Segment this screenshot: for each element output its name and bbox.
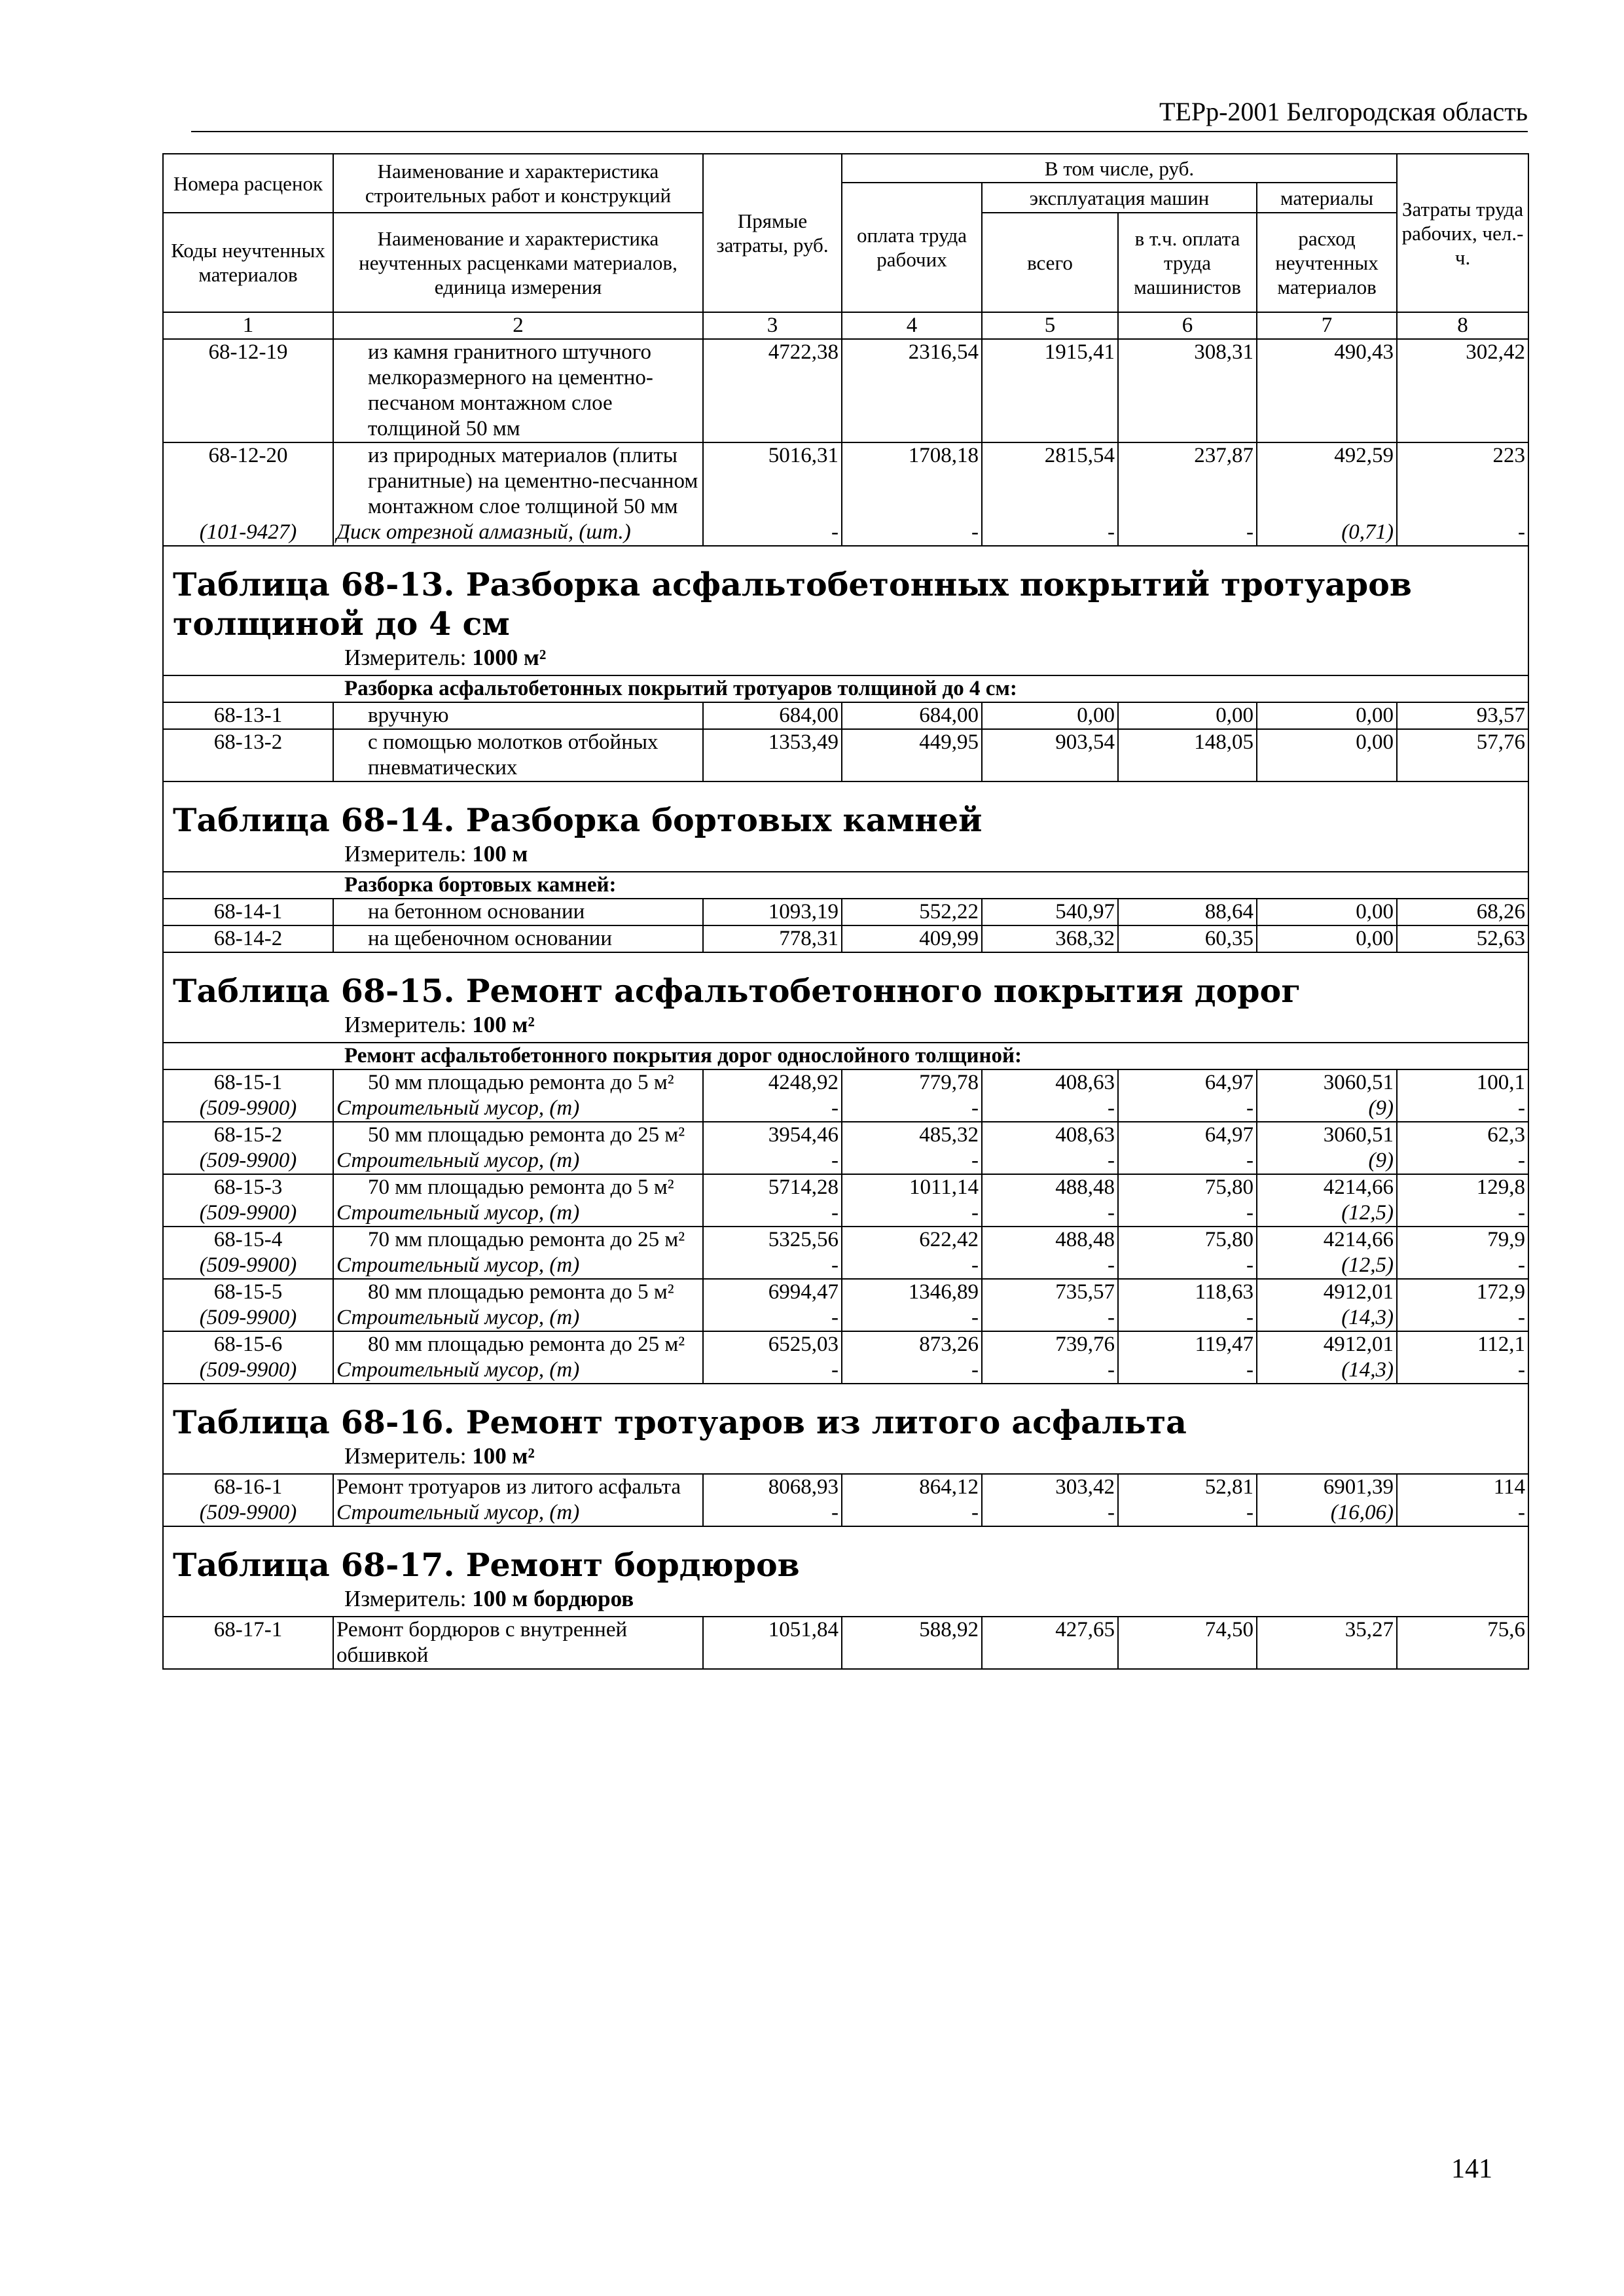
table-title-row — [163, 1384, 1528, 1442]
wages: - — [842, 1096, 982, 1122]
table-row — [163, 1279, 1528, 1305]
measure-value: 100 м бордюров — [472, 1586, 634, 1611]
rate-code: 68-15-6 — [163, 1331, 333, 1357]
labor-hours: 93,57 — [1397, 702, 1528, 729]
measure-cell — [163, 643, 1528, 675]
machines-total: - — [982, 1357, 1118, 1384]
machines-total: 1915,41 — [982, 339, 1118, 442]
table-row — [163, 702, 1528, 729]
direct-costs: 6994,47 — [703, 1279, 842, 1305]
work-name: 50 мм площадью ремонта до 5 м² — [333, 1069, 703, 1096]
direct-costs: - — [703, 1096, 842, 1122]
materials: 4214,66 — [1257, 1174, 1397, 1200]
materials: 0,00 — [1257, 925, 1397, 952]
labor-hours: 172,9 — [1397, 1279, 1528, 1305]
material-code: (509-9900) — [163, 1148, 333, 1174]
rate-code: 68-13-1 — [163, 702, 333, 729]
header-labor-hours: Затраты труда рабочих, чел.-ч. — [1397, 154, 1528, 312]
header-material-codes: Коды неучтенных материалов — [163, 213, 333, 312]
direct-costs: - — [703, 1305, 842, 1331]
direct-costs: 8068,93 — [703, 1474, 842, 1500]
direct-costs: 5325,56 — [703, 1227, 842, 1253]
table-title-row — [163, 952, 1528, 1011]
measure-label: Измеритель: — [344, 841, 467, 867]
materials: (9) — [1257, 1148, 1397, 1174]
direct-costs: 6525,03 — [703, 1331, 842, 1357]
direct-costs: - — [703, 1357, 842, 1384]
materials: (12,5) — [1257, 1253, 1397, 1279]
wages: 409,99 — [842, 925, 982, 952]
table-row — [163, 1227, 1528, 1253]
material-code: (509-9900) — [163, 1500, 333, 1526]
materials: 4912,01 — [1257, 1331, 1397, 1357]
table-title: Таблица 68-15. Ремонт асфальтобетонного покрытия дорог — [173, 972, 1301, 1010]
table-row — [163, 1474, 1528, 1500]
operator-wages: - — [1118, 1148, 1257, 1174]
wages: - — [842, 1305, 982, 1331]
work-name: 50 мм площадью ремонта до 25 м² — [333, 1122, 703, 1148]
measure-cell — [163, 840, 1528, 872]
measure-row — [163, 840, 1528, 872]
direct-costs: - — [703, 520, 842, 546]
direct-costs: 4722,38 — [703, 339, 842, 442]
material-code: (509-9900) — [163, 1096, 333, 1122]
labor-hours: 57,76 — [1397, 729, 1528, 781]
operator-wages: 119,47 — [1118, 1331, 1257, 1357]
rate-code: 68-13-2 — [163, 729, 333, 781]
labor-hours: - — [1397, 520, 1528, 546]
direct-costs: - — [703, 1148, 842, 1174]
material-row — [163, 1253, 1528, 1279]
labor-hours: - — [1397, 1253, 1528, 1279]
table-title: Таблица 68-14. Разборка бортовых камней — [173, 801, 983, 839]
operator-wages: - — [1118, 1253, 1257, 1279]
measure-row — [163, 1585, 1528, 1617]
materials: (14,3) — [1257, 1305, 1397, 1331]
measure-value: 100 м² — [472, 1443, 535, 1469]
material-name: Строительный мусор, (т) — [333, 1148, 703, 1174]
wages: - — [842, 1500, 982, 1526]
materials: 35,27 — [1257, 1617, 1397, 1669]
operator-wages: 74,50 — [1118, 1617, 1257, 1669]
direct-costs: - — [703, 1253, 842, 1279]
measure-cell — [163, 1585, 1528, 1617]
materials: 490,43 — [1257, 339, 1397, 442]
materials: 0,00 — [1257, 702, 1397, 729]
operator-wages: 88,64 — [1118, 899, 1257, 925]
machines-total: - — [982, 1253, 1118, 1279]
table-title: Таблица 68-16. Ремонт тротуаров из литого асфальта — [173, 1403, 1187, 1441]
material-code: (509-9900) — [163, 1200, 333, 1227]
direct-costs: 684,00 — [703, 702, 842, 729]
wages: 779,78 — [842, 1069, 982, 1096]
operator-wages: 75,80 — [1118, 1227, 1257, 1253]
machines-total: 408,63 — [982, 1122, 1118, 1148]
rate-code: 68-15-2 — [163, 1122, 333, 1148]
section-heading: Разборка бортовых камней: — [163, 872, 1528, 899]
labor-hours: 52,63 — [1397, 925, 1528, 952]
column-number: 4 — [842, 312, 982, 339]
section-heading: Ремонт асфальтобетонного покрытия дорог однослойного толщиной: — [163, 1043, 1528, 1069]
work-name: из природных материалов (плиты гранитные) на цементно-песчанном монтажном слое толщиной 50 мм — [333, 442, 703, 520]
material-row — [163, 520, 1528, 546]
header-direct-costs: Прямые затраты, руб. — [703, 154, 842, 312]
column-number: 2 — [333, 312, 703, 339]
table-title-cell — [163, 781, 1528, 840]
material-code: (509-9900) — [163, 1253, 333, 1279]
materials: 0,00 — [1257, 899, 1397, 925]
header-title: ТЕРр-2001 Белгородская область — [1159, 97, 1528, 126]
materials: (0,71) — [1257, 520, 1397, 546]
machines-total: 540,97 — [982, 899, 1118, 925]
direct-costs: 1051,84 — [703, 1617, 842, 1669]
measure-cell — [163, 1011, 1528, 1043]
materials: 3060,51 — [1257, 1122, 1397, 1148]
operator-wages: - — [1118, 1096, 1257, 1122]
materials: 492,59 — [1257, 442, 1397, 520]
operator-wages: - — [1118, 1305, 1257, 1331]
header-group: В том числе, руб. — [842, 154, 1397, 183]
material-row — [163, 1305, 1528, 1331]
direct-costs: 3954,46 — [703, 1122, 842, 1148]
machines-total: - — [982, 1096, 1118, 1122]
work-name: на щебеночном основании — [333, 925, 703, 952]
material-row — [163, 1500, 1528, 1526]
machines-total: - — [982, 1305, 1118, 1331]
machines-total: - — [982, 1500, 1118, 1526]
wages: 449,95 — [842, 729, 982, 781]
page-number: 141 — [1451, 2154, 1492, 2184]
column-number: 6 — [1118, 312, 1257, 339]
machines-total: 903,54 — [982, 729, 1118, 781]
labor-hours: 302,42 — [1397, 339, 1528, 442]
section-row — [163, 675, 1528, 702]
operator-wages: 75,80 — [1118, 1174, 1257, 1200]
machines-total: 735,57 — [982, 1279, 1118, 1305]
labor-hours: 114 — [1397, 1474, 1528, 1500]
price-table — [162, 153, 1529, 1670]
measure-row — [163, 643, 1528, 675]
operator-wages: 52,81 — [1118, 1474, 1257, 1500]
material-code: (509-9900) — [163, 1305, 333, 1331]
measure-value: 100 м — [472, 841, 528, 867]
labor-hours: 62,3 — [1397, 1122, 1528, 1148]
operator-wages: 64,97 — [1118, 1069, 1257, 1096]
labor-hours: 79,9 — [1397, 1227, 1528, 1253]
materials: (16,06) — [1257, 1500, 1397, 1526]
measure-value: 100 м² — [472, 1012, 535, 1037]
machines-total: - — [982, 1148, 1118, 1174]
materials: 6901,39 — [1257, 1474, 1397, 1500]
materials: 4912,01 — [1257, 1279, 1397, 1305]
header-operator-wages: в т.ч. оплата труда машинистов — [1118, 213, 1257, 312]
materials: (12,5) — [1257, 1200, 1397, 1227]
labor-hours: 100,1 — [1397, 1069, 1528, 1096]
measure-cell — [163, 1442, 1528, 1474]
work-name: 70 мм площадью ремонта до 5 м² — [333, 1174, 703, 1200]
work-name: с помощью молотков отбойных пневматических — [333, 729, 703, 781]
table-row — [163, 729, 1528, 781]
operator-wages: 60,35 — [1118, 925, 1257, 952]
column-numbers-row — [163, 312, 1528, 339]
table-row — [163, 1069, 1528, 1096]
labor-hours: 223 — [1397, 442, 1528, 520]
rate-code: 68-12-20 — [163, 442, 333, 520]
machines-total: 2815,54 — [982, 442, 1118, 520]
labor-hours: 75,6 — [1397, 1617, 1528, 1669]
work-name: вручную — [333, 702, 703, 729]
direct-costs: 1093,19 — [703, 899, 842, 925]
materials: (9) — [1257, 1096, 1397, 1122]
table-row — [163, 1331, 1528, 1357]
wages: 1346,89 — [842, 1279, 982, 1305]
wages: - — [842, 1148, 982, 1174]
header-wages: оплата труда рабочих — [842, 183, 982, 312]
table-title: Таблица 68-13. Разборка асфальтобетонных покрытий тротуаров толщиной до 4 см — [173, 565, 1412, 643]
wages: 2316,54 — [842, 339, 982, 442]
wages: 1011,14 — [842, 1174, 982, 1200]
table-title-cell — [163, 952, 1528, 1011]
work-name: 80 мм площадью ремонта до 25 м² — [333, 1331, 703, 1357]
direct-costs: 4248,92 — [703, 1069, 842, 1096]
machines-total: 488,48 — [982, 1174, 1118, 1200]
operator-wages: 0,00 — [1118, 702, 1257, 729]
measure-label: Измеритель: — [344, 1586, 467, 1611]
table-row — [163, 339, 1528, 442]
work-name: 70 мм площадью ремонта до 25 м² — [333, 1227, 703, 1253]
labor-hours: - — [1397, 1305, 1528, 1331]
work-name: 80 мм площадью ремонта до 5 м² — [333, 1279, 703, 1305]
machines-total: 739,76 — [982, 1331, 1118, 1357]
machines-total: 0,00 — [982, 702, 1118, 729]
header-material-name: Наименование и характеристика неучтенных расценками материалов, единица измерения — [333, 213, 703, 312]
operator-wages: - — [1118, 1200, 1257, 1227]
material-name: Строительный мусор, (т) — [333, 1096, 703, 1122]
measure-label: Измеритель: — [344, 1443, 467, 1469]
direct-costs: 778,31 — [703, 925, 842, 952]
direct-costs: - — [703, 1200, 842, 1227]
column-number: 5 — [982, 312, 1118, 339]
labor-hours: - — [1397, 1500, 1528, 1526]
operator-wages: 308,31 — [1118, 339, 1257, 442]
material-row — [163, 1096, 1528, 1122]
header-materials: материалы — [1257, 183, 1397, 213]
table-title-row — [163, 546, 1528, 643]
page-header — [191, 97, 1528, 132]
operator-wages: 118,63 — [1118, 1279, 1257, 1305]
wages: - — [842, 1253, 982, 1279]
material-name: Строительный мусор, (т) — [333, 1305, 703, 1331]
column-number: 3 — [703, 312, 842, 339]
wages: 864,12 — [842, 1474, 982, 1500]
section-heading: Разборка асфальтобетонных покрытий тротуаров толщиной до 4 см: — [163, 675, 1528, 702]
machines-total: 408,63 — [982, 1069, 1118, 1096]
labor-hours: 112,1 — [1397, 1331, 1528, 1357]
header-name: Наименование и характеристика строительных работ и конструкций — [333, 154, 703, 213]
labor-hours: - — [1397, 1200, 1528, 1227]
wages: 1708,18 — [842, 442, 982, 520]
wages: 588,92 — [842, 1617, 982, 1669]
material-name: Строительный мусор, (т) — [333, 1253, 703, 1279]
wages: 622,42 — [842, 1227, 982, 1253]
operator-wages: - — [1118, 1357, 1257, 1384]
work-name: Ремонт бордюров с внутренней обшивкой — [333, 1617, 703, 1669]
material-name: Диск отрезной алмазный, (шт.) — [333, 520, 703, 546]
table-title-cell — [163, 546, 1528, 643]
table-title-row — [163, 781, 1528, 840]
direct-costs: 5714,28 — [703, 1174, 842, 1200]
materials: (14,3) — [1257, 1357, 1397, 1384]
direct-costs: - — [703, 1500, 842, 1526]
machines-total: 427,65 — [982, 1617, 1118, 1669]
section-row — [163, 872, 1528, 899]
machines-total: - — [982, 1200, 1118, 1227]
operator-wages: - — [1118, 1500, 1257, 1526]
operator-wages: 64,97 — [1118, 1122, 1257, 1148]
table-row — [163, 1617, 1528, 1669]
operator-wages: 237,87 — [1118, 442, 1257, 520]
machines-total: 488,48 — [982, 1227, 1118, 1253]
rate-code: 68-14-1 — [163, 899, 333, 925]
wages: - — [842, 520, 982, 546]
wages: - — [842, 1357, 982, 1384]
header-unaccounted-materials: расход неучтенных материалов — [1257, 213, 1397, 312]
wages: 552,22 — [842, 899, 982, 925]
header-row — [163, 154, 1528, 183]
table-row — [163, 899, 1528, 925]
material-row — [163, 1148, 1528, 1174]
work-name: на бетонном основании — [333, 899, 703, 925]
rate-code: 68-15-3 — [163, 1174, 333, 1200]
rate-code: 68-16-1 — [163, 1474, 333, 1500]
machines-total: 368,32 — [982, 925, 1118, 952]
column-number: 1 — [163, 312, 333, 339]
rate-code: 68-15-4 — [163, 1227, 333, 1253]
machines-total: 303,42 — [982, 1474, 1118, 1500]
table-row — [163, 925, 1528, 952]
labor-hours: - — [1397, 1357, 1528, 1384]
labor-hours: - — [1397, 1096, 1528, 1122]
table-title-row — [163, 1526, 1528, 1585]
table-title-cell — [163, 1526, 1528, 1585]
material-name: Строительный мусор, (т) — [333, 1357, 703, 1384]
material-row — [163, 1357, 1528, 1384]
labor-hours: 129,8 — [1397, 1174, 1528, 1200]
machines-total: - — [982, 520, 1118, 546]
header-machines-total: всего — [982, 213, 1118, 312]
direct-costs: 5016,31 — [703, 442, 842, 520]
material-name: Строительный мусор, (т) — [333, 1200, 703, 1227]
table-row — [163, 1122, 1528, 1148]
material-code: (101-9427) — [163, 520, 333, 546]
rate-code: 68-17-1 — [163, 1617, 333, 1669]
measure-row — [163, 1442, 1528, 1474]
wages: 684,00 — [842, 702, 982, 729]
header-machines: эксплуатация машин — [982, 183, 1257, 213]
wages: - — [842, 1200, 982, 1227]
materials: 4214,66 — [1257, 1227, 1397, 1253]
material-name: Строительный мусор, (т) — [333, 1500, 703, 1526]
operator-wages: 148,05 — [1118, 729, 1257, 781]
materials: 0,00 — [1257, 729, 1397, 781]
wages: 485,32 — [842, 1122, 982, 1148]
measure-value: 1000 м² — [472, 645, 547, 670]
material-row — [163, 1200, 1528, 1227]
measure-row — [163, 1011, 1528, 1043]
rate-code: 68-15-1 — [163, 1069, 333, 1096]
materials: 3060,51 — [1257, 1069, 1397, 1096]
labor-hours: 68,26 — [1397, 899, 1528, 925]
table-row — [163, 442, 1528, 520]
work-name: Ремонт тротуаров из литого асфальта — [333, 1474, 703, 1500]
table-title: Таблица 68-17. Ремонт бордюров — [173, 1546, 800, 1584]
material-code: (509-9900) — [163, 1357, 333, 1384]
table-row — [163, 1174, 1528, 1200]
work-name: из камня гранитного штучного мелкоразмерного на цементно-песчаном монтажном слое толщиной 50 мм — [333, 339, 703, 442]
operator-wages: - — [1118, 520, 1257, 546]
wages: 873,26 — [842, 1331, 982, 1357]
rate-code: 68-15-5 — [163, 1279, 333, 1305]
section-row — [163, 1043, 1528, 1069]
rate-code: 68-12-19 — [163, 339, 333, 442]
direct-costs: 1353,49 — [703, 729, 842, 781]
column-number: 8 — [1397, 312, 1528, 339]
measure-label: Измеритель: — [344, 645, 467, 670]
column-number: 7 — [1257, 312, 1397, 339]
header-codes: Номера расценок — [163, 154, 333, 213]
table-title-cell — [163, 1384, 1528, 1442]
measure-label: Измеритель: — [344, 1012, 467, 1037]
labor-hours: - — [1397, 1148, 1528, 1174]
rate-code: 68-14-2 — [163, 925, 333, 952]
